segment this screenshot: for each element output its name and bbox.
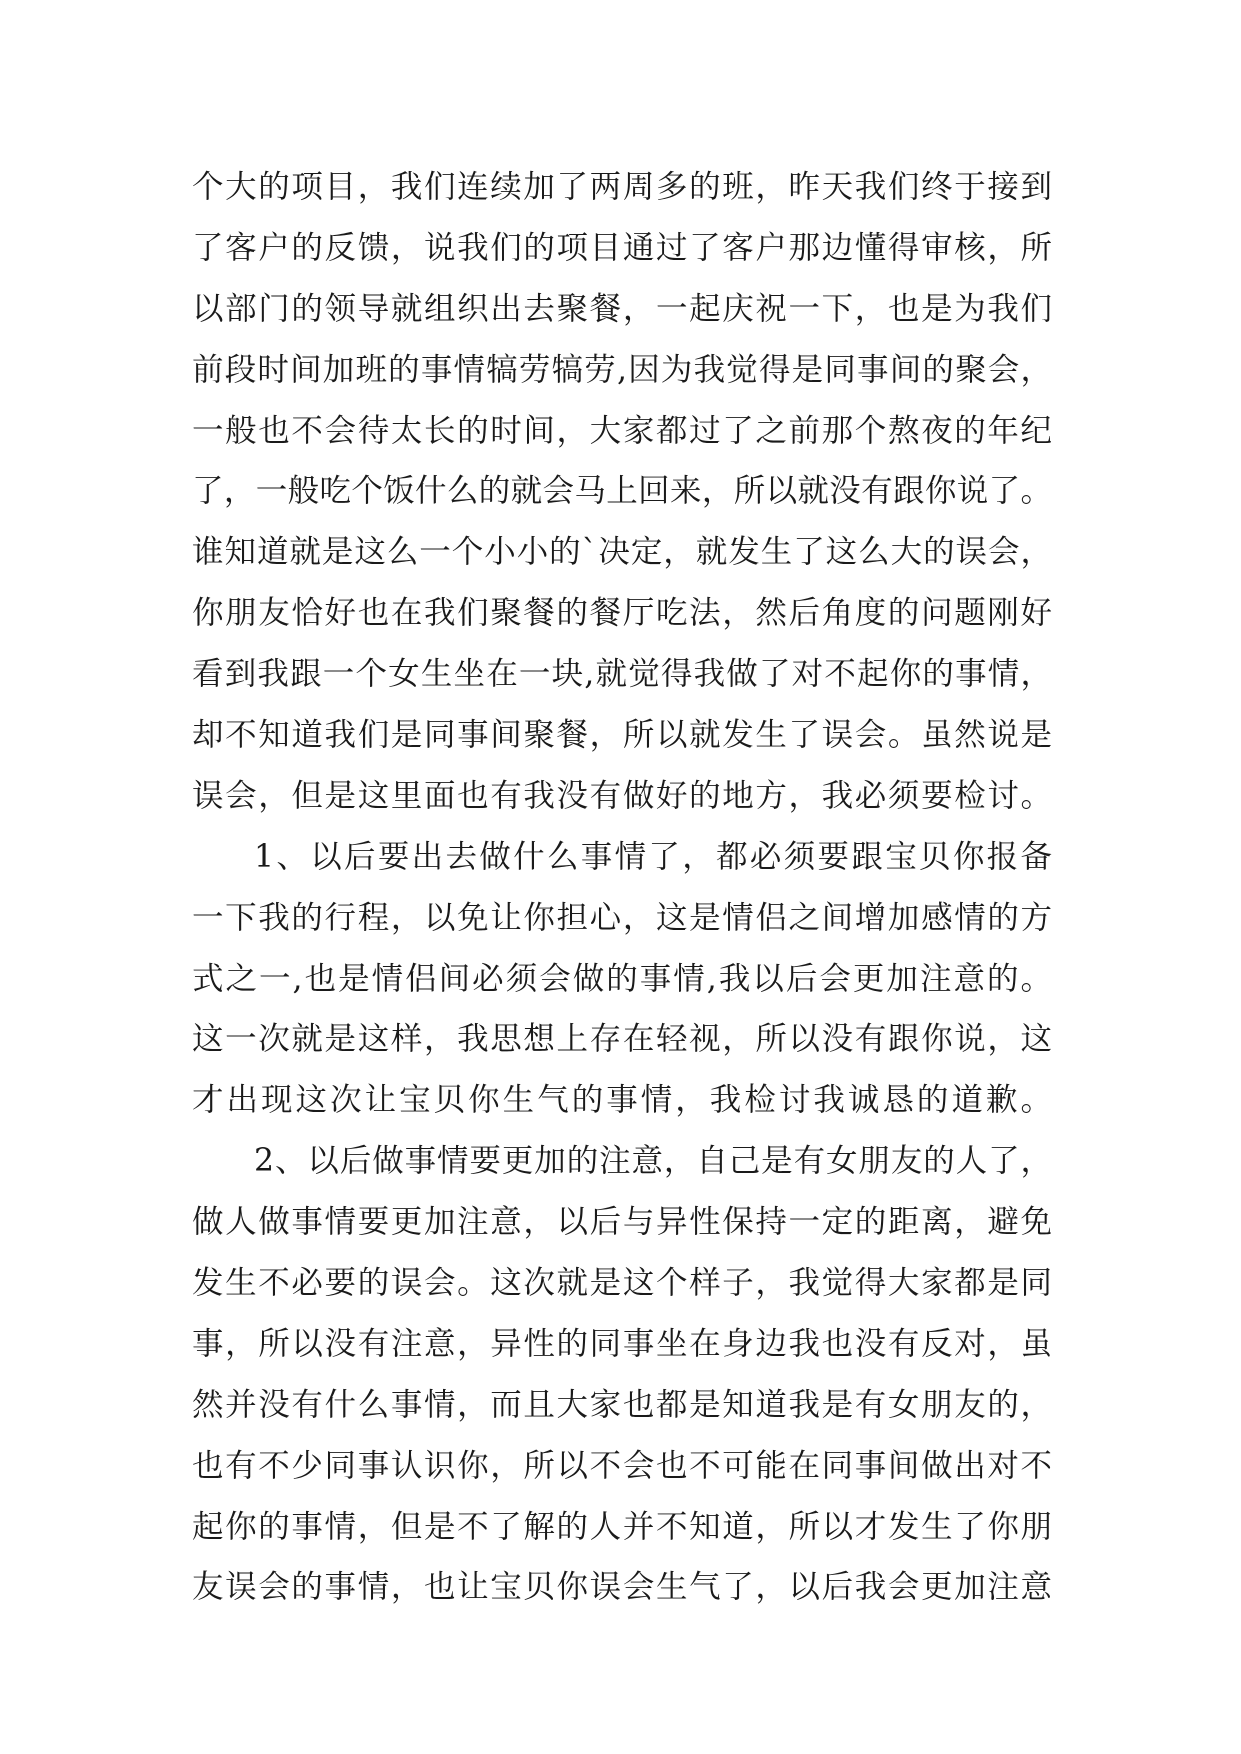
- text-line: 做人做事情要更加注意，以后与异性保持一定的距离，避免: [192, 1204, 1052, 1241]
- body-text: [192, 157, 1052, 1618]
- text-line: 然并没有什么事情，而且大家也都是知道我是有女朋友的，: [192, 1386, 1052, 1423]
- text-line: 式之一,也是情侣间必须会做的事情,我以后会更加注意的。: [192, 960, 1052, 997]
- text-line: 谁知道就是这么一个小小的`决定，就发生了这么大的误会，: [192, 534, 1052, 571]
- text-line: 你朋友恰好也在我们聚餐的餐厅吃法，然后角度的问题刚好: [192, 595, 1052, 632]
- text-line: 发生不必要的误会。这次就是这个样子，我觉得大家都是同: [192, 1265, 1052, 1302]
- text-line: 看到我跟一个女生坐在一块,就觉得我做了对不起你的事情，: [192, 656, 1052, 693]
- text-line: 2、以后做事情要更加的注意，自己是有女朋友的人了，: [254, 1143, 1052, 1180]
- text-line: 友误会的事情，也让宝贝你误会生气了，以后我会更加注意: [192, 1569, 1052, 1606]
- text-line: 事，所以没有注意，异性的同事坐在身边我也没有反对，虽: [192, 1325, 1052, 1362]
- text-line: 起你的事情，但是不了解的人并不知道，所以才发生了你朋: [192, 1508, 1052, 1545]
- text-line: 这一次就是这样，我思想上存在轻视，所以没有跟你说，这: [192, 1021, 1052, 1058]
- text-line: 误会，但是这里面也有我没有做好的地方，我必须要检讨。: [192, 777, 1052, 814]
- text-line: 也有不少同事认识你，所以不会也不可能在同事间做出对不: [192, 1447, 1052, 1484]
- text-line: 却不知道我们是同事间聚餐，所以就发生了误会。虽然说是: [192, 717, 1052, 754]
- text-line: 了客户的反馈，说我们的项目通过了客户那边懂得审核，所: [192, 229, 1052, 266]
- text-line: 一下我的行程，以免让你担心，这是情侣之间增加感情的方: [192, 899, 1052, 936]
- text-line: 以部门的领导就组织出去聚餐，一起庆祝一下，也是为我们: [192, 290, 1052, 327]
- text-line: 一般也不会待太长的时间，大家都过了之前那个熬夜的年纪: [192, 412, 1052, 449]
- text-line: 了，一般吃个饭什么的就会马上回来，所以就没有跟你说了。: [192, 473, 1052, 510]
- text-line: 个大的项目，我们连续加了两周多的班，昨天我们终于接到: [192, 169, 1052, 205]
- text-line: 才出现这次让宝贝你生气的事情，我检讨我诚恳的道歉。: [192, 1082, 1052, 1119]
- text-line: 前段时间加班的事情犒劳犒劳,因为我觉得是同事间的聚会，: [192, 351, 1052, 388]
- text-line: 1、以后要出去做什么事情了，都必须要跟宝贝你报备: [254, 838, 1052, 875]
